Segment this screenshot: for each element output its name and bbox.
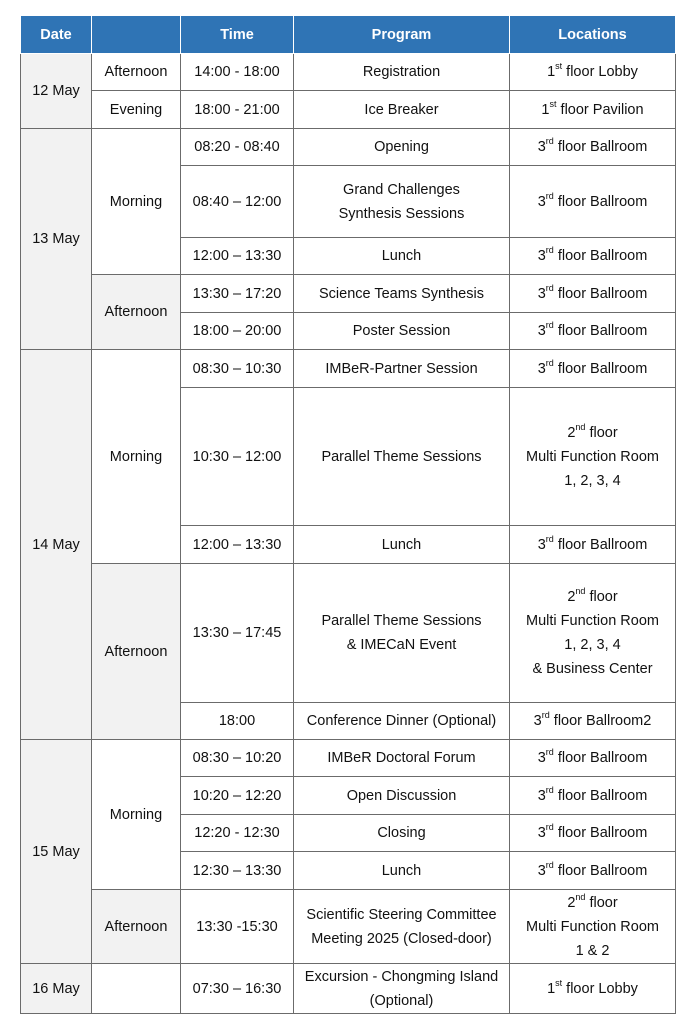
location-cell [510, 313, 676, 350]
header-period [92, 16, 181, 54]
location-ordinal: 3 [533, 713, 542, 729]
location-cell [510, 703, 676, 740]
location-ordinal: 1 [541, 101, 550, 118]
location-cell [510, 964, 676, 1014]
location-suffix: st [555, 977, 563, 988]
location-text: floor Multi Function Room 1 & 2 [526, 894, 659, 959]
time-cell: 08:30 – 10:30 [181, 350, 294, 388]
program-cell: Excursion - Chongming Island (Optional) [294, 964, 510, 1014]
location-cell [510, 350, 676, 388]
period-cell: Afternoon [92, 275, 181, 350]
location-text: floor Pavilion [556, 101, 644, 118]
location-ordinal: 1 [547, 64, 556, 80]
location-suffix: rd [545, 784, 554, 795]
program-cell: Ice Breaker [294, 91, 510, 129]
time-cell: 10:20 – 12:20 [181, 777, 294, 815]
location-text: floor Ballroom [553, 825, 648, 841]
location-ordinal: 2 [567, 424, 576, 441]
location-ordinal: 2 [567, 894, 576, 911]
header-time: Time [181, 16, 294, 54]
period-cell: Morning [92, 129, 181, 275]
header-locations: Locations [510, 16, 676, 54]
location-ordinal: 3 [537, 787, 546, 804]
period-cell [92, 964, 181, 1014]
location-ordinal: 2 [567, 589, 576, 605]
table-row [21, 564, 676, 703]
table-row [21, 54, 676, 91]
location-ordinal: 3 [537, 360, 546, 377]
period-cell: Evening [92, 91, 181, 129]
table-row [21, 890, 676, 964]
location-text: floor Ballroom [553, 248, 648, 264]
time-cell: 08:20 - 08:40 [181, 129, 294, 166]
location-text: floor Ballroom [553, 323, 648, 339]
location-suffix: rd [545, 190, 554, 201]
time-cell: 18:00 [181, 703, 294, 740]
location-suffix: rd [545, 320, 554, 331]
date-cell: 13 May [21, 129, 92, 350]
time-cell: 18:00 - 21:00 [181, 91, 294, 129]
date-cell: 14 May [21, 350, 92, 740]
program-cell: Open Discussion [294, 777, 510, 815]
location-ordinal: 3 [537, 248, 546, 264]
location-suffix: rd [545, 245, 554, 256]
location-suffix: rd [545, 747, 554, 758]
program-cell: IMBeR-Partner Session [294, 350, 510, 388]
location-suffix: rd [545, 859, 554, 870]
header-date: Date [21, 16, 92, 54]
program-cell: Closing [294, 815, 510, 852]
period-cell: Afternoon [92, 564, 181, 740]
location-cell [510, 238, 676, 275]
location-suffix: rd [545, 282, 554, 293]
time-cell: 12:20 - 12:30 [181, 815, 294, 852]
location-text: floor Ballroom [553, 536, 648, 553]
location-text: floor Ballroom [553, 193, 648, 210]
program-cell: Grand Challenges Synthesis Sessions [294, 166, 510, 238]
period-cell: Morning [92, 350, 181, 564]
location-suffix: rd [541, 710, 550, 721]
time-cell: 10:30 – 12:00 [181, 388, 294, 526]
location-ordinal: 3 [537, 193, 546, 210]
location-cell [510, 890, 676, 964]
location-ordinal: 3 [537, 750, 546, 766]
location-suffix: nd [575, 421, 586, 432]
program-cell: Lunch [294, 526, 510, 564]
location-cell [510, 388, 676, 526]
time-cell: 14:00 - 18:00 [181, 54, 294, 91]
schedule-table [20, 15, 676, 1014]
program-cell: Opening [294, 129, 510, 166]
location-text: floor Lobby [562, 980, 638, 997]
time-cell: 13:30 – 17:20 [181, 275, 294, 313]
location-ordinal: 1 [547, 980, 556, 997]
location-text: floor Multi Function Room 1, 2, 3, 4 [526, 424, 659, 489]
location-ordinal: 3 [537, 139, 546, 155]
program-cell: Poster Session [294, 313, 510, 350]
location-cell [510, 852, 676, 890]
table-row [21, 275, 676, 313]
location-suffix: st [549, 98, 557, 109]
location-cell [510, 54, 676, 91]
table-row [21, 91, 676, 129]
header-row [21, 16, 676, 54]
time-cell: 13:30 -15:30 [181, 890, 294, 964]
period-cell: Afternoon [92, 890, 181, 964]
location-ordinal: 3 [537, 536, 546, 553]
location-cell [510, 129, 676, 166]
table-row [21, 129, 676, 166]
time-cell: 08:40 – 12:00 [181, 166, 294, 238]
program-cell: Science Teams Synthesis [294, 275, 510, 313]
location-suffix: nd [575, 891, 586, 902]
location-cell [510, 777, 676, 815]
program-cell: Lunch [294, 238, 510, 275]
location-suffix: rd [545, 136, 554, 147]
location-cell [510, 740, 676, 777]
location-cell [510, 166, 676, 238]
program-cell: Parallel Theme Sessions & IMECaN Event [294, 564, 510, 703]
location-text: floor Ballroom [553, 750, 648, 766]
location-ordinal: 3 [537, 825, 546, 841]
date-cell: 12 May [21, 54, 92, 129]
location-text: floor Multi Function Room 1, 2, 3, 4 & Business Center [526, 589, 659, 677]
location-cell [510, 526, 676, 564]
location-ordinal: 3 [537, 862, 546, 879]
location-suffix: rd [545, 822, 554, 833]
location-text: floor Ballroom2 [549, 713, 652, 729]
location-text: floor Ballroom [553, 862, 648, 879]
program-cell: IMBeR Doctoral Forum [294, 740, 510, 777]
period-cell: Afternoon [92, 54, 181, 91]
time-cell: 08:30 – 10:20 [181, 740, 294, 777]
program-cell: Conference Dinner (Optional) [294, 703, 510, 740]
location-suffix: rd [545, 533, 554, 544]
location-suffix: st [555, 61, 563, 72]
location-text: floor Ballroom [553, 285, 648, 302]
table-row [21, 740, 676, 777]
program-cell: Lunch [294, 852, 510, 890]
time-cell: 07:30 – 16:30 [181, 964, 294, 1014]
time-cell: 18:00 – 20:00 [181, 313, 294, 350]
location-cell [510, 275, 676, 313]
location-ordinal: 3 [537, 285, 546, 302]
table-row [21, 964, 676, 1014]
location-text: floor Ballroom [553, 360, 648, 377]
location-text: floor Ballroom [553, 139, 648, 155]
time-cell: 12:00 – 13:30 [181, 238, 294, 275]
location-text: floor Lobby [562, 64, 638, 80]
time-cell: 12:00 – 13:30 [181, 526, 294, 564]
location-cell [510, 815, 676, 852]
location-suffix: rd [545, 357, 554, 368]
location-cell [510, 564, 676, 703]
time-cell: 12:30 – 13:30 [181, 852, 294, 890]
table-row [21, 350, 676, 388]
period-cell: Morning [92, 740, 181, 890]
location-text: floor Ballroom [553, 787, 648, 804]
location-suffix: nd [575, 586, 586, 597]
program-cell: Scientific Steering Committee Meeting 2025 (Closed-door) [294, 890, 510, 964]
date-cell: 16 May [21, 964, 92, 1014]
location-cell [510, 91, 676, 129]
program-cell: Parallel Theme Sessions [294, 388, 510, 526]
location-ordinal: 3 [537, 323, 546, 339]
program-cell: Registration [294, 54, 510, 91]
date-cell: 15 May [21, 740, 92, 964]
time-cell: 13:30 – 17:45 [181, 564, 294, 703]
header-program: Program [294, 16, 510, 54]
